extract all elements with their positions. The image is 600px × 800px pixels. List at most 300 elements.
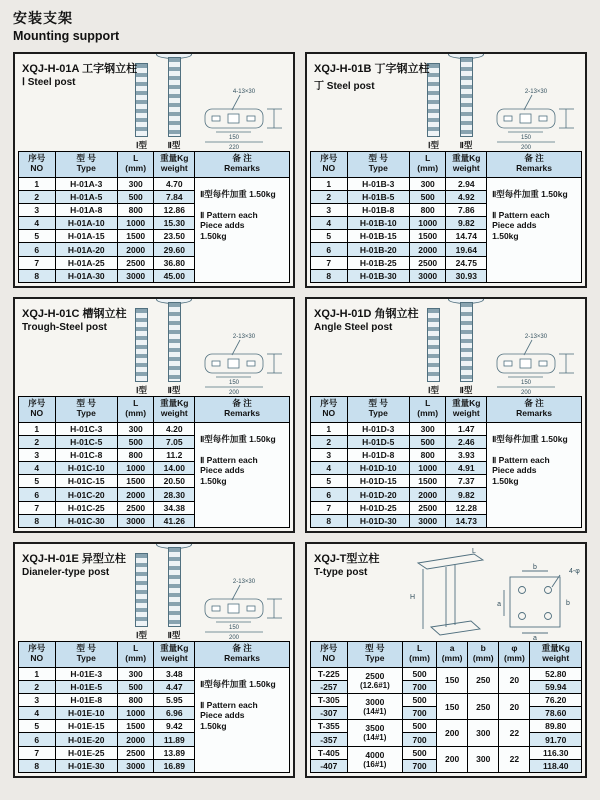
cell-no: 7 <box>19 256 56 269</box>
post-type2-drawing <box>460 57 473 137</box>
table-row <box>311 720 582 733</box>
panel-title <box>314 305 419 333</box>
cell-no: 2 <box>19 680 56 693</box>
cell-phi: 20 <box>499 667 530 693</box>
remark-zh: Ⅱ型每件加重 1.50kg <box>200 188 276 199</box>
panel-3 <box>13 297 295 533</box>
table-row <box>311 422 582 435</box>
col-remarks: 备 注 Remarks <box>487 151 582 177</box>
cell-weight: 14.00 <box>154 462 195 475</box>
cell-weight: 2.94 <box>446 177 487 190</box>
panel-grid <box>13 52 587 778</box>
cell-length: 500 <box>117 190 154 203</box>
cell-type: H-01E-10 <box>55 707 117 720</box>
cell-weight: 9.42 <box>154 720 195 733</box>
cell-type: H-01C-8 <box>55 448 117 461</box>
cell-no: 1 <box>19 667 56 680</box>
cell-length: 1500 <box>117 230 154 243</box>
remark-zh: Ⅱ型每件加重 1.50kg <box>200 433 276 444</box>
cell-length: 2000 <box>409 488 446 501</box>
cell-length: 800 <box>409 203 446 216</box>
col-no: 序号 NO <box>311 396 348 422</box>
cell-type: H-01E-20 <box>55 733 117 746</box>
cell-weight: 6.96 <box>154 707 195 720</box>
col-weight: 重量Kg weight <box>530 641 582 667</box>
t-holes-label: 4-φ <box>569 568 580 575</box>
cell-length: 1500 <box>409 475 446 488</box>
cell-b: 300 <box>468 746 499 772</box>
cell-type: 2500 (12.6#1) <box>347 667 403 693</box>
cell-type: H-01E-3 <box>55 667 117 680</box>
spec-table-body <box>19 422 290 528</box>
cell-type: H-01E-8 <box>55 693 117 706</box>
cell-no: 1 <box>311 177 348 190</box>
spec-table-body <box>19 667 290 773</box>
spec-table-body <box>311 177 582 283</box>
cell-no: 2 <box>311 435 348 448</box>
post-type1-drawing <box>427 308 440 382</box>
remark-en: Ⅱ Pattern each Piece adds 1.50kg <box>492 209 550 241</box>
cell-type: H-01C-3 <box>55 422 117 435</box>
cell-type: H-01B-25 <box>347 256 409 269</box>
cell-no: T-355 <box>311 720 348 733</box>
col-length: L (mm) <box>409 396 446 422</box>
post-drawings <box>427 304 580 396</box>
t-dim-b-right: b <box>566 600 570 607</box>
type1-label: Ⅰ型 <box>135 630 147 640</box>
cell-length: 1000 <box>117 462 154 475</box>
cell-length: 800 <box>409 448 446 461</box>
cell-a: 150 <box>437 667 468 693</box>
cell-type: H-01A-20 <box>55 243 117 256</box>
cell-no: 4 <box>19 462 56 475</box>
plate-dimension-diagram <box>200 330 288 396</box>
cell-weight: 11.2 <box>154 448 195 461</box>
cell-length: 300 <box>117 422 154 435</box>
cell-weight: 52.80 <box>530 667 582 680</box>
col-type: 型 号 Type <box>347 151 409 177</box>
table-row <box>19 177 290 190</box>
plate-holes-label: 2-13×30 <box>232 334 256 340</box>
t-dim-a-left: a <box>497 601 501 608</box>
plate-outer-label: 220 <box>228 145 240 151</box>
type2-label: Ⅱ型 <box>459 385 473 395</box>
cell-length: 2000 <box>409 243 446 256</box>
col-remarks: 备 注 Remarks <box>195 151 290 177</box>
cell-type: H-01D-10 <box>347 462 409 475</box>
cell-no: 4 <box>311 462 348 475</box>
cell-length: 3000 <box>409 514 446 527</box>
cell-type: H-01E-30 <box>55 759 117 772</box>
col-type: 型 号 Type <box>347 396 409 422</box>
col-no: 序号 NO <box>19 641 56 667</box>
cell-no: 6 <box>19 243 56 256</box>
remark-en: Ⅱ Pattern each Piece adds 1.50kg <box>200 699 258 731</box>
plate-inner-label: 150 <box>520 135 532 141</box>
panel-title-en: Ⅰ Steel post <box>22 77 76 88</box>
cell-weight: 7.84 <box>154 190 195 203</box>
cell-weight: 7.05 <box>154 435 195 448</box>
panel-title-zh: XQJ-H-01E 异型立柱 <box>22 553 126 565</box>
cell-weight: 34.38 <box>154 501 195 514</box>
page-title: 安装支架 <box>13 10 73 26</box>
cell-weight: 4.91 <box>446 462 487 475</box>
cell-length: 3000 <box>409 269 446 282</box>
panel-title <box>22 305 127 333</box>
panel-title <box>22 60 137 88</box>
table-row <box>19 422 290 435</box>
cell-length: 1000 <box>117 707 154 720</box>
cell-no: 5 <box>19 230 56 243</box>
panel-title-en: T-type post <box>314 567 368 578</box>
type1-label: Ⅰ型 <box>135 140 147 150</box>
col-a: a (mm) <box>437 641 468 667</box>
cell-no: 6 <box>19 733 56 746</box>
panel-title <box>314 550 379 578</box>
cell-no: 2 <box>19 190 56 203</box>
table-row <box>311 693 582 706</box>
cell-length: 300 <box>117 177 154 190</box>
cell-length: 2500 <box>409 501 446 514</box>
cell-weight: 19.64 <box>446 243 487 256</box>
cell-length: 500 <box>403 693 437 706</box>
cell-type: H-01E-25 <box>55 746 117 759</box>
post-drawings <box>135 59 288 151</box>
cell-no: 3 <box>19 203 56 216</box>
cell-length: 500 <box>403 720 437 733</box>
panel-header-area <box>18 57 290 151</box>
panel-5 <box>13 542 295 778</box>
cell-weight: 3.93 <box>446 448 487 461</box>
cell-no: 5 <box>19 720 56 733</box>
post-drawings <box>135 549 288 641</box>
plate-dimension-diagram <box>492 330 580 396</box>
cell-no: T-405 <box>311 746 348 759</box>
col-remarks: 备 注 Remarks <box>195 396 290 422</box>
spec-table-body <box>19 177 290 283</box>
plate-dimension-diagram <box>200 85 288 151</box>
panel-2 <box>305 52 587 288</box>
panel-header-area <box>18 302 290 396</box>
cell-no: 3 <box>311 448 348 461</box>
cell-type: H-01C-10 <box>55 462 117 475</box>
col-type: 型 号 Type <box>55 396 117 422</box>
plate-outer-label: 200 <box>228 390 240 396</box>
t-spec-table-body <box>311 667 582 773</box>
cell-no: 7 <box>311 256 348 269</box>
post-type2-group <box>156 52 192 151</box>
cell-type: H-01B-10 <box>347 217 409 230</box>
cell-type: H-01D-25 <box>347 501 409 514</box>
col-type: 型 号 Type <box>347 641 403 667</box>
cell-weight: 4.47 <box>154 680 195 693</box>
cell-weight: 36.80 <box>154 256 195 269</box>
cell-weight: 30.93 <box>446 269 487 282</box>
cell-length: 700 <box>403 759 437 772</box>
cell-weight: 5.95 <box>154 693 195 706</box>
panel-1 <box>13 52 295 288</box>
cell-no: 5 <box>311 230 348 243</box>
cell-weight: 4.70 <box>154 177 195 190</box>
cell-no: T-225 <box>311 667 348 680</box>
cell-no: 3 <box>311 203 348 216</box>
cell-length: 1500 <box>117 720 154 733</box>
cell-length: 700 <box>403 680 437 693</box>
cell-no: 4 <box>19 707 56 720</box>
type2-label: Ⅱ型 <box>167 140 181 150</box>
plate-dimension-diagram <box>492 85 580 151</box>
cell-length: 300 <box>409 177 446 190</box>
post-drawings <box>135 304 288 396</box>
cell-type: H-01A-15 <box>55 230 117 243</box>
cell-weight: 11.89 <box>154 733 195 746</box>
cell-no: 7 <box>311 501 348 514</box>
cell-length: 300 <box>117 667 154 680</box>
cell-type: H-01C-5 <box>55 435 117 448</box>
remarks-cell <box>195 422 290 528</box>
cell-length: 300 <box>409 422 446 435</box>
col-weight: 重量Kg weight <box>154 641 195 667</box>
cell-length: 500 <box>403 667 437 680</box>
post-type2-group <box>156 297 192 396</box>
cell-type: H-01C-25 <box>55 501 117 514</box>
cell-no: 8 <box>19 759 56 772</box>
post-type1-drawing <box>135 553 148 627</box>
remark-en: Ⅱ Pattern each Piece adds 1.50kg <box>200 454 258 486</box>
spec-table-head <box>19 396 290 422</box>
cell-type: H-01B-30 <box>347 269 409 282</box>
t-spec-table-head <box>311 641 582 667</box>
cell-length: 3000 <box>117 269 154 282</box>
cell-type: H-01A-8 <box>55 203 117 216</box>
plate-outer-label: 200 <box>520 390 532 396</box>
post-type2-group <box>448 52 484 151</box>
type2-label: Ⅱ型 <box>167 630 181 640</box>
cell-type: H-01A-5 <box>55 190 117 203</box>
col-weight: 重量Kg weight <box>154 151 195 177</box>
cell-type: H-01A-3 <box>55 177 117 190</box>
plate-inner-label: 150 <box>228 380 240 386</box>
spec-table <box>18 641 290 774</box>
cell-length: 700 <box>403 707 437 720</box>
post-type2-drawing <box>168 57 181 137</box>
cell-no: 3 <box>19 693 56 706</box>
cell-length: 800 <box>117 203 154 216</box>
cell-b: 250 <box>468 693 499 719</box>
cell-no: -307 <box>311 707 348 720</box>
spec-table <box>310 396 582 529</box>
panel-title-zh: XQJ-H-01B 丁字钢立柱 <box>314 63 430 75</box>
post-type1-group <box>135 553 148 641</box>
table-row <box>311 667 582 680</box>
col-weight: 重量Kg weight <box>446 396 487 422</box>
col-no: 序号 NO <box>311 151 348 177</box>
cell-weight: 59.94 <box>530 680 582 693</box>
cell-weight: 2.46 <box>446 435 487 448</box>
col-weight: 重量Kg weight <box>154 396 195 422</box>
type2-label: Ⅱ型 <box>167 385 181 395</box>
cell-type: 3500 (14#1) <box>347 720 403 746</box>
cell-no: 7 <box>19 746 56 759</box>
cell-weight: 89.80 <box>530 720 582 733</box>
spec-table <box>310 151 582 284</box>
post-type2-group <box>448 297 484 396</box>
remarks-cell <box>195 177 290 283</box>
cell-no: 1 <box>311 422 348 435</box>
plate-inner-label: 150 <box>520 380 532 386</box>
cell-type: H-01C-20 <box>55 488 117 501</box>
col-length: L (mm) <box>403 641 437 667</box>
panel-4 <box>305 297 587 533</box>
cell-type: H-01A-10 <box>55 217 117 230</box>
cell-type: H-01D-5 <box>347 435 409 448</box>
cell-weight: 29.60 <box>154 243 195 256</box>
plate-holes-label: 2-13×30 <box>524 89 548 95</box>
post-type1-group <box>427 308 440 396</box>
spec-table <box>18 151 290 284</box>
col-phi: φ (mm) <box>499 641 530 667</box>
plate-holes-label: 4-13×30 <box>232 89 256 95</box>
cell-no: 1 <box>19 177 56 190</box>
cell-no: -357 <box>311 733 348 746</box>
table-row <box>311 746 582 759</box>
cell-type: H-01B-8 <box>347 203 409 216</box>
cell-b: 300 <box>468 720 499 746</box>
col-no: 序号 NO <box>311 641 348 667</box>
col-length: L (mm) <box>117 151 154 177</box>
cell-no: 8 <box>19 269 56 282</box>
panel-title-en: Angle Steel post <box>314 322 393 333</box>
cell-type: H-01D-30 <box>347 514 409 527</box>
cell-no: 6 <box>311 243 348 256</box>
cell-type: H-01B-3 <box>347 177 409 190</box>
cell-type: 4000 (16#1) <box>347 746 403 772</box>
table-row <box>19 667 290 680</box>
panel-title <box>22 550 126 578</box>
panel-t-type <box>305 542 587 778</box>
cell-weight: 78.60 <box>530 707 582 720</box>
cell-weight: 14.74 <box>446 230 487 243</box>
cell-length: 1500 <box>409 230 446 243</box>
cell-no: 5 <box>19 475 56 488</box>
t-dim-H: H <box>409 594 415 601</box>
cell-no: 4 <box>19 217 56 230</box>
cell-weight: 3.48 <box>154 667 195 680</box>
cell-length: 2500 <box>117 746 154 759</box>
cell-weight: 9.82 <box>446 488 487 501</box>
plate-dimension-diagram <box>200 575 288 641</box>
spec-table-head <box>19 641 290 667</box>
plate-inner-label: 150 <box>228 135 240 141</box>
remark-zh: Ⅱ型每件加重 1.50kg <box>200 678 276 689</box>
cell-length: 2000 <box>117 243 154 256</box>
post-type2-drawing <box>168 302 181 382</box>
cell-weight: 45.00 <box>154 269 195 282</box>
cell-weight: 116.30 <box>530 746 582 759</box>
cell-no: 7 <box>19 501 56 514</box>
plate-holes-label: 2-13×30 <box>232 579 256 585</box>
cell-length: 500 <box>409 435 446 448</box>
spec-table-head <box>19 151 290 177</box>
cell-length: 2500 <box>117 501 154 514</box>
col-no: 序号 NO <box>19 396 56 422</box>
col-remarks: 备 注 Remarks <box>195 641 290 667</box>
cell-a: 150 <box>437 693 468 719</box>
cell-no: 2 <box>311 190 348 203</box>
cell-weight: 7.86 <box>446 203 487 216</box>
t-post-drawing <box>374 547 580 641</box>
cell-weight: 28.30 <box>154 488 195 501</box>
cell-weight: 118.40 <box>530 759 582 772</box>
type1-label: Ⅰ型 <box>427 385 439 395</box>
cell-a: 200 <box>437 746 468 772</box>
cell-weight: 4.20 <box>154 422 195 435</box>
cell-type: H-01A-25 <box>55 256 117 269</box>
cell-length: 1500 <box>117 475 154 488</box>
cell-phi: 22 <box>499 720 530 746</box>
type1-label: Ⅰ型 <box>427 140 439 150</box>
spec-table <box>18 396 290 529</box>
panel-title-zh: XQJ-H-01A 工字钢立柱 <box>22 63 138 75</box>
plate-holes-label: 2-13×30 <box>524 334 548 340</box>
cell-no: -407 <box>311 759 348 772</box>
cell-type: H-01E-5 <box>55 680 117 693</box>
remarks-cell <box>195 667 290 773</box>
plate-inner-label: 150 <box>228 625 240 631</box>
cell-no: 8 <box>311 514 348 527</box>
cell-no: T-305 <box>311 693 348 706</box>
cell-length: 800 <box>117 448 154 461</box>
t-post-drawing-area <box>374 549 580 641</box>
col-length: L (mm) <box>117 641 154 667</box>
cell-weight: 13.89 <box>154 746 195 759</box>
col-b: b (mm) <box>468 641 499 667</box>
cell-length: 500 <box>409 190 446 203</box>
cell-type: H-01B-5 <box>347 190 409 203</box>
cell-no: 8 <box>19 514 56 527</box>
plate-outer-label: 200 <box>228 635 240 641</box>
cell-type: H-01A-30 <box>55 269 117 282</box>
panel-title-zh: XQJ-H-01D 角钢立柱 <box>314 308 419 320</box>
cell-length: 3000 <box>117 759 154 772</box>
panel-header-area <box>310 547 582 641</box>
cell-phi: 20 <box>499 693 530 719</box>
t-spec-table <box>310 641 582 774</box>
table-row <box>311 177 582 190</box>
col-length: L (mm) <box>409 151 446 177</box>
cell-weight: 16.89 <box>154 759 195 772</box>
cell-type: H-01D-3 <box>347 422 409 435</box>
remark-zh: Ⅱ型每件加重 1.50kg <box>492 433 568 444</box>
post-type1-drawing <box>135 308 148 382</box>
panel-header-area <box>310 57 582 151</box>
type1-label: Ⅰ型 <box>135 385 147 395</box>
t-dim-a-bottom: a <box>533 635 537 641</box>
cell-weight: 41.26 <box>154 514 195 527</box>
remark-zh: Ⅱ型每件加重 1.50kg <box>492 188 568 199</box>
cell-weight: 15.30 <box>154 217 195 230</box>
cell-length: 700 <box>403 733 437 746</box>
panel-header-area <box>18 547 290 641</box>
post-type1-group <box>135 308 148 396</box>
post-type2-drawing <box>460 302 473 382</box>
cell-length: 2500 <box>409 256 446 269</box>
cell-weight: 4.92 <box>446 190 487 203</box>
cell-no: 2 <box>19 435 56 448</box>
cell-length: 3000 <box>117 514 154 527</box>
t-dim-b-top: b <box>533 564 537 571</box>
cell-weight: 91.70 <box>530 733 582 746</box>
